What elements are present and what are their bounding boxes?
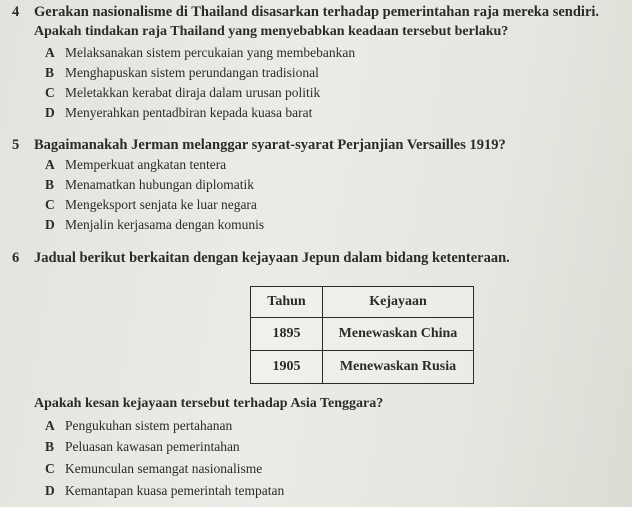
table-header-kejayaan: Kejayaan — [323, 287, 474, 318]
table-cell-achievement: Menewaskan China — [323, 318, 474, 351]
option-text: Peluasan kawasan pemerintahan — [65, 439, 240, 454]
kejayaan-table — [250, 286, 474, 384]
option-text: Kemunculan semangat nasionalisme — [65, 461, 263, 476]
option-4b[interactable]: B Menghapuskan sistem perundangan tradisional — [45, 65, 319, 80]
option-text: Meletakkan kerabat diraja dalam urusan politik — [65, 85, 321, 100]
option-text: Menyerahkan pentadbiran kepada kuasa barat — [65, 105, 313, 120]
question-6-subtext: Apakah kesan kejayaan tersebut terhadap Asia Tenggara? — [34, 396, 384, 411]
option-6b[interactable]: B Peluasan kawasan pemerintahan — [45, 439, 240, 454]
option-text: Menjalin kerjasama dengan komunis — [65, 217, 265, 232]
option-4c[interactable]: C Meletakkan kerabat diraja dalam urusan politik — [45, 85, 321, 100]
option-text: Memperkuat angkatan tentera — [65, 157, 227, 172]
option-6d[interactable]: D Kemantapan kuasa pemerintah tempatan — [45, 483, 285, 498]
question-4 — [12, 4, 599, 21]
option-5a[interactable]: A Memperkuat angkatan tentera — [45, 157, 227, 172]
table-header-tahun: Tahun — [251, 287, 323, 318]
option-5b[interactable]: B Menamatkan hubungan diplomatik — [45, 177, 254, 192]
option-4d[interactable]: D Menyerahkan pentadbiran kepada kuasa barat — [45, 105, 313, 120]
table-row — [251, 318, 474, 351]
option-text: Menghapuskan sistem perundangan tradisional — [65, 65, 319, 80]
table-cell-year: 1895 — [251, 318, 323, 351]
option-text: Menamatkan hubungan diplomatik — [65, 177, 254, 192]
question-5 — [12, 137, 506, 154]
question-text: Bagaimanakah Jerman melanggar syarat-syarat Perjanjian Versailles 1919? — [34, 137, 506, 153]
option-text: Melaksanakan sistem percukaian yang membebankan — [65, 45, 356, 60]
table-row — [251, 351, 474, 384]
table-cell-year: 1905 — [251, 351, 323, 384]
question-number: 5 — [12, 137, 20, 153]
question-text: Gerakan nasionalisme di Thailand disasarkan terhadap pemerintahan raja mereka sendiri. — [34, 4, 600, 20]
option-6c[interactable]: C Kemunculan semangat nasionalisme — [45, 461, 263, 476]
question-text: Jadual berikut berkaitan dengan kejayaan Jepun dalam bidang ketenteraan. — [34, 250, 510, 266]
option-text: Mengeksport senjata ke luar negara — [65, 197, 257, 212]
question-6 — [12, 250, 510, 267]
option-6a[interactable]: A Pengukuhan sistem pertahanan — [45, 418, 233, 433]
option-text: Kemantapan kuasa pemerintah tempatan — [65, 483, 285, 498]
option-5c[interactable]: C Mengeksport senjata ke luar negara — [45, 197, 257, 212]
question-number: 6 — [12, 250, 20, 266]
question-number: 4 — [12, 4, 20, 20]
option-5d[interactable]: D Menjalin kerjasama dengan komunis — [45, 217, 265, 232]
table-header-row — [251, 287, 474, 318]
option-text: Pengukuhan sistem pertahanan — [65, 418, 233, 433]
question-4-subtext: Apakah tindakan raja Thailand yang menyebabkan keadaan tersebut berlaku? — [34, 24, 509, 39]
table-cell-achievement: Menewaskan Rusia — [323, 351, 474, 384]
option-4a[interactable]: A Melaksanakan sistem percukaian yang membebankan — [45, 45, 356, 60]
